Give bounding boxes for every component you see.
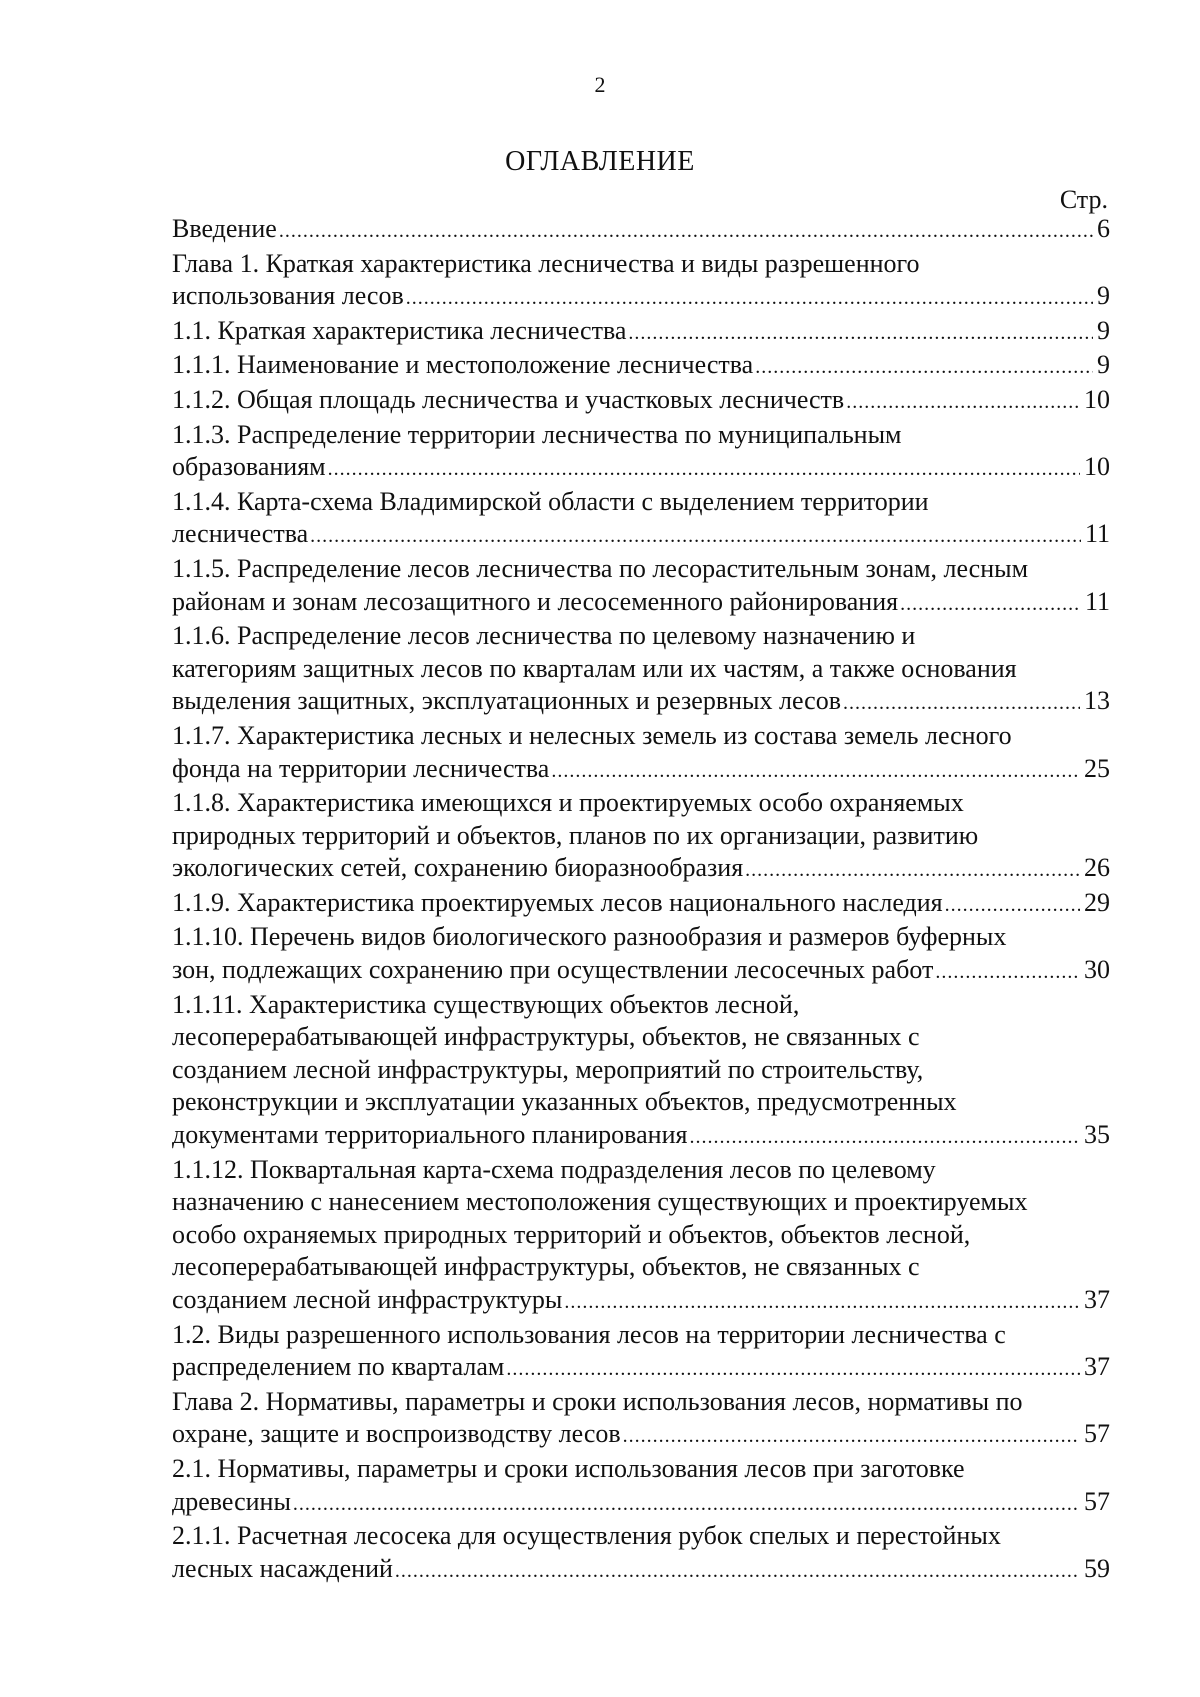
toc-entry-line: 1.2. Виды разрешенного использования лесов на территории лесничества с xyxy=(172,1319,1006,1349)
toc-page-number: 6 xyxy=(1097,214,1110,243)
toc-page-number: 9 xyxy=(1097,281,1110,311)
toc-entry-line: фонда на территории лесничества xyxy=(172,753,550,783)
dot-leader xyxy=(846,386,1080,419)
toc-entry-line: Глава 1. Краткая характеристика лесничества и виды разрешенного xyxy=(172,248,920,278)
toc-entry-line: лесоперерабатывающей инфраструктуры, объектов, не связанных с xyxy=(172,1252,920,1282)
dot-leader xyxy=(935,956,1080,989)
toc-entry[interactable] xyxy=(172,921,1110,988)
toc-entry-line: реконструкции и эксплуатации указанных объектов, предусмотренных xyxy=(172,1087,957,1117)
toc-entry-line: использования лесов xyxy=(172,281,404,311)
toc-page-number: 26 xyxy=(1084,853,1110,883)
toc-page-number: 9 xyxy=(1097,315,1110,345)
toc-page-number: 10 xyxy=(1084,384,1110,414)
dot-leader xyxy=(551,755,1080,788)
toc-page-number: 11 xyxy=(1084,586,1110,616)
toc-entry-line: 1.1.1. Наименование и местоположение лесничества xyxy=(172,350,754,380)
toc-entry[interactable] xyxy=(172,419,1110,486)
dot-leader xyxy=(406,282,1093,315)
toc-entry-line: лесных насаждений xyxy=(172,1553,393,1583)
toc-entry[interactable] xyxy=(172,1319,1110,1386)
dot-leader xyxy=(328,453,1080,486)
toc-entry-line: 1.1.6. Распределение лесов лесничества по целевому назначению и xyxy=(172,621,916,651)
dot-leader xyxy=(945,889,1080,922)
toc-entry-line: лесничества xyxy=(172,519,309,549)
toc-entry-line: природных территорий и объектов, планов по их организации, развитию xyxy=(172,820,979,850)
toc-entry-line: категориям защитных лесов по кварталам или их частям, а также основания xyxy=(172,653,1017,683)
dot-leader xyxy=(623,1420,1080,1453)
toc-page-number: 25 xyxy=(1084,753,1110,783)
toc-page-number: 30 xyxy=(1084,955,1110,985)
dot-leader xyxy=(689,1121,1080,1154)
page-number: 2 xyxy=(594,72,606,97)
toc-entry[interactable] xyxy=(172,1386,1110,1453)
toc-page-number: 37 xyxy=(1084,1285,1110,1314)
dot-leader xyxy=(395,1555,1080,1588)
toc-entry[interactable] xyxy=(172,349,1110,384)
toc-entry[interactable] xyxy=(172,989,1110,1154)
toc-entry-line: охране, защите и воспроизводству лесов xyxy=(172,1419,621,1449)
dot-leader xyxy=(745,854,1080,887)
toc-entry-line: экологических сетей, сохранению биоразнообразия xyxy=(172,853,744,883)
toc-entry-line: 1.1.3. Распределение территории лесничества по муниципальным xyxy=(172,419,902,449)
dot-leader xyxy=(843,687,1080,720)
dot-leader xyxy=(564,1286,1080,1319)
page-column-header: Стр. xyxy=(1059,185,1108,214)
toc-entry-line: 1.1.5. Распределение лесов лесничества по лесорастительным зонам, лесным xyxy=(172,553,1029,583)
toc-page-number: 10 xyxy=(1084,452,1110,482)
toc-page-number: 11 xyxy=(1084,519,1110,549)
toc-entry[interactable] xyxy=(172,248,1110,315)
toc-entry-line: образованиям xyxy=(172,452,326,482)
toc-entry-line: особо охраняемых природных территорий и объектов, объектов лесной, xyxy=(172,1219,971,1249)
toc-entry[interactable] xyxy=(172,384,1110,419)
toc-entry-line: 1.1.9. Характеристика проектируемых лесов национального наследия xyxy=(172,887,943,917)
toc-entry-line: 2.1.1. Расчетная лесосека для осуществления рубок спелых и перестойных xyxy=(172,1521,1001,1551)
toc-entry[interactable] xyxy=(172,486,1110,553)
toc-entry[interactable] xyxy=(172,213,1110,248)
toc-entry-line: 1.1. Краткая характеристика лесничества xyxy=(172,315,627,345)
toc-page-number: 29 xyxy=(1084,887,1110,917)
toc-entry-line: Введение xyxy=(172,214,277,243)
toc-page-number: 57 xyxy=(1084,1486,1110,1516)
toc-entry-line: назначению с нанесением местоположения существующих и проектируемых xyxy=(172,1187,1028,1217)
toc-page-number: 35 xyxy=(1084,1120,1110,1150)
toc-entry-line: 2.1. Нормативы, параметры и сроки использования лесов при заготовке xyxy=(172,1453,965,1483)
dot-leader xyxy=(755,351,1093,384)
toc-title: ОГЛАВЛЕНИЕ xyxy=(505,146,695,177)
toc-entry-line: 1.1.8. Характеристика имеющихся и проектируемых особо охраняемых xyxy=(172,788,964,818)
toc-entry[interactable] xyxy=(172,1154,1110,1319)
toc-entry-line: древесины xyxy=(172,1486,291,1516)
toc-entry[interactable] xyxy=(172,787,1110,887)
toc-entry[interactable] xyxy=(172,315,1110,350)
dot-leader xyxy=(900,588,1081,621)
toc-entry[interactable] xyxy=(172,887,1110,922)
toc-entry-line: документами территориального планирования xyxy=(172,1120,688,1150)
toc-entry[interactable] xyxy=(172,720,1110,787)
toc-page-number: 59 xyxy=(1084,1553,1110,1583)
toc-page-number: 9 xyxy=(1097,350,1110,380)
table-of-contents xyxy=(172,213,1110,1587)
toc-entry-line: Глава 2. Нормативы, параметры и сроки использования лесов, нормативы по xyxy=(172,1386,1023,1416)
toc-entry-line: районам и зонам лесозащитного и лесосеменного районирования xyxy=(172,586,899,616)
dot-leader xyxy=(628,317,1093,350)
toc-entry-line: выделения защитных, эксплуатационных и резервных лесов xyxy=(172,686,841,716)
toc-entry[interactable] xyxy=(172,620,1110,720)
dot-leader xyxy=(310,520,1081,553)
toc-entry-line: 1.1.7. Характеристика лесных и нелесных земель из состава земель лесного xyxy=(172,720,1012,750)
toc-entry-line: зон, подлежащих сохранению при осуществлении лесосечных работ xyxy=(172,955,934,985)
toc-page-number: 37 xyxy=(1084,1352,1110,1382)
toc-entry-line: созданием лесной инфраструктуры, мероприятий по строительству, xyxy=(172,1054,924,1084)
toc-entry-line: 1.1.11. Характеристика существующих объектов лесной, xyxy=(172,989,800,1019)
toc-entry-line: распределением по кварталам xyxy=(172,1352,505,1382)
toc-entry[interactable] xyxy=(172,1453,1110,1520)
toc-entry-line: 1.1.2. Общая площадь лесничества и участковых лесничеств xyxy=(172,384,845,414)
toc-entry-line: лесоперерабатывающей инфраструктуры, объектов, не связанных с xyxy=(172,1022,920,1052)
dot-leader xyxy=(293,1488,1080,1521)
toc-page-number: 13 xyxy=(1084,686,1110,716)
dot-leader xyxy=(506,1353,1080,1386)
toc-entry-line: созданием лесной инфраструктуры xyxy=(172,1285,563,1314)
toc-entry-line: 1.1.12. Поквартальная карта-схема подразделения лесов по целевому xyxy=(172,1154,936,1184)
toc-entry[interactable] xyxy=(172,553,1110,620)
toc-page-number: 57 xyxy=(1084,1419,1110,1449)
toc-entry-line: 1.1.4. Карта-схема Владимирской области с выделением территории xyxy=(172,486,929,516)
dot-leader xyxy=(279,215,1093,248)
toc-entry[interactable] xyxy=(172,1520,1110,1587)
toc-entry-line: 1.1.10. Перечень видов биологического разнообразия и размеров буферных xyxy=(172,922,1007,952)
